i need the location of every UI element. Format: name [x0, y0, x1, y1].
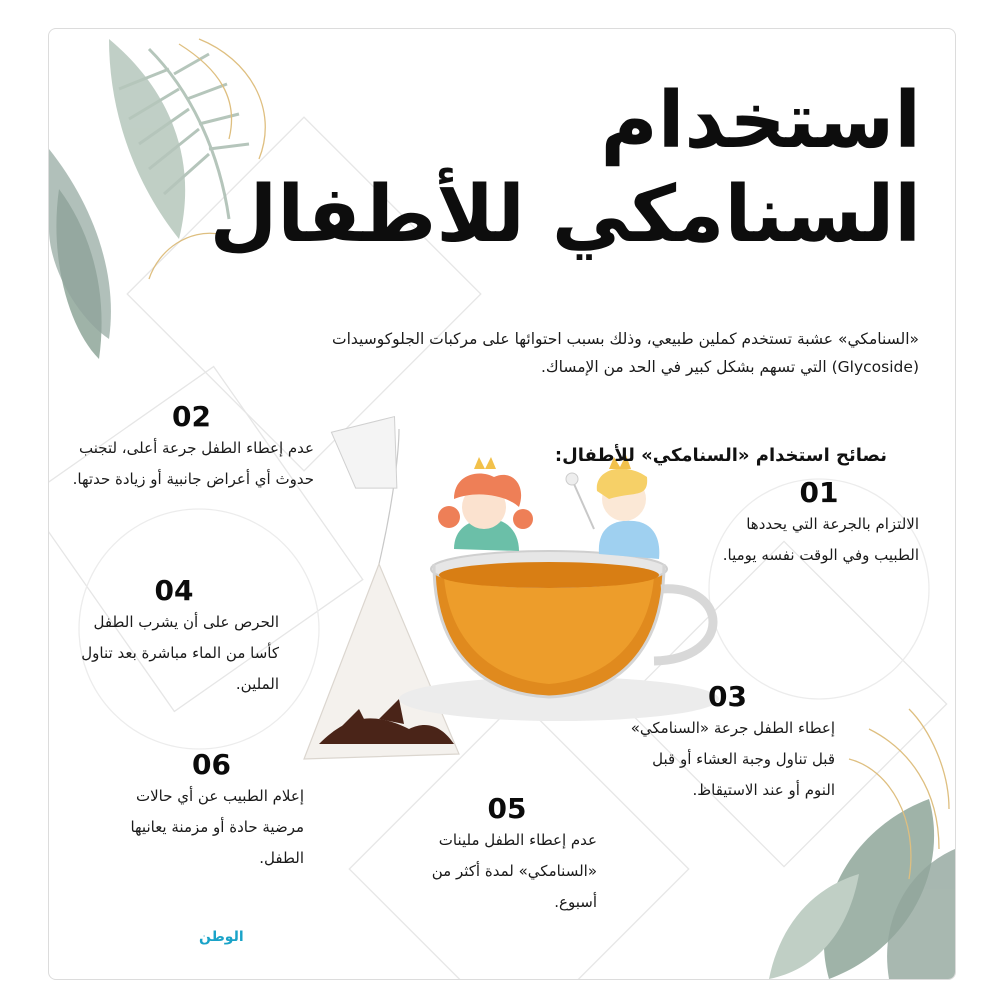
infographic-card	[48, 28, 956, 980]
tip-text: الالتزام بالجرعة التي يحددها الطبيب وفي الوقت نفسه يوميا.	[722, 515, 919, 564]
title-line-2: السنامكي للأطفال	[209, 170, 921, 260]
logo-text: الوطن	[199, 929, 244, 945]
tip-02	[69, 401, 314, 495]
tip-number: 06	[192, 748, 231, 781]
tip-number: 05	[487, 792, 527, 825]
tip-05	[417, 793, 597, 918]
alwatan-logo	[199, 929, 244, 945]
tip-number: 04	[154, 574, 194, 607]
tip-number: 01	[799, 476, 839, 509]
intro-paragraph: «السنامكي» عشبة تستخدم كملين طبيعي، وذلك بسبب احتوائها على مركبات الجلوكوسيدات (Glycoside) التي تسهم بشكل كبير في الحد من الإمساك.	[332, 330, 919, 376]
tip-04	[69, 575, 279, 700]
tip-text: عدم إعطاء الطفل ملينات «السنامكي» لمدة أكثر من أسبوع.	[431, 831, 597, 911]
tip-text: إعطاء الطفل جرعة «السنامكي» قبل تناول وجبة العشاء أو قبل النوم أو عند الاستيقاظ.	[630, 719, 835, 799]
tip-text: إعلام الطبيب عن أي حالات مرضية حادة أو مزمنة يعانيها الطفل.	[130, 787, 304, 867]
tip-01	[719, 477, 919, 571]
tips-heading: نصائح استخدام «السنامكي» للأطفال:	[554, 445, 887, 466]
tip-text: عدم إعطاء الطفل جرعة أعلى، لتجنب حدوث أي أعراض جانبية أو زيادة حدتها.	[72, 439, 314, 488]
tip-text: الحرص على أن يشرب الطفل كأسا من الماء مباشرة بعد تناول الملين.	[81, 613, 279, 693]
tip-06	[119, 749, 304, 874]
title-line-1: استخدام	[600, 76, 921, 166]
children-illustration	[438, 455, 659, 559]
page-title	[161, 75, 921, 263]
tip-number: 03	[708, 680, 747, 713]
tip-03	[620, 681, 835, 806]
tip-number: 02	[172, 400, 211, 433]
